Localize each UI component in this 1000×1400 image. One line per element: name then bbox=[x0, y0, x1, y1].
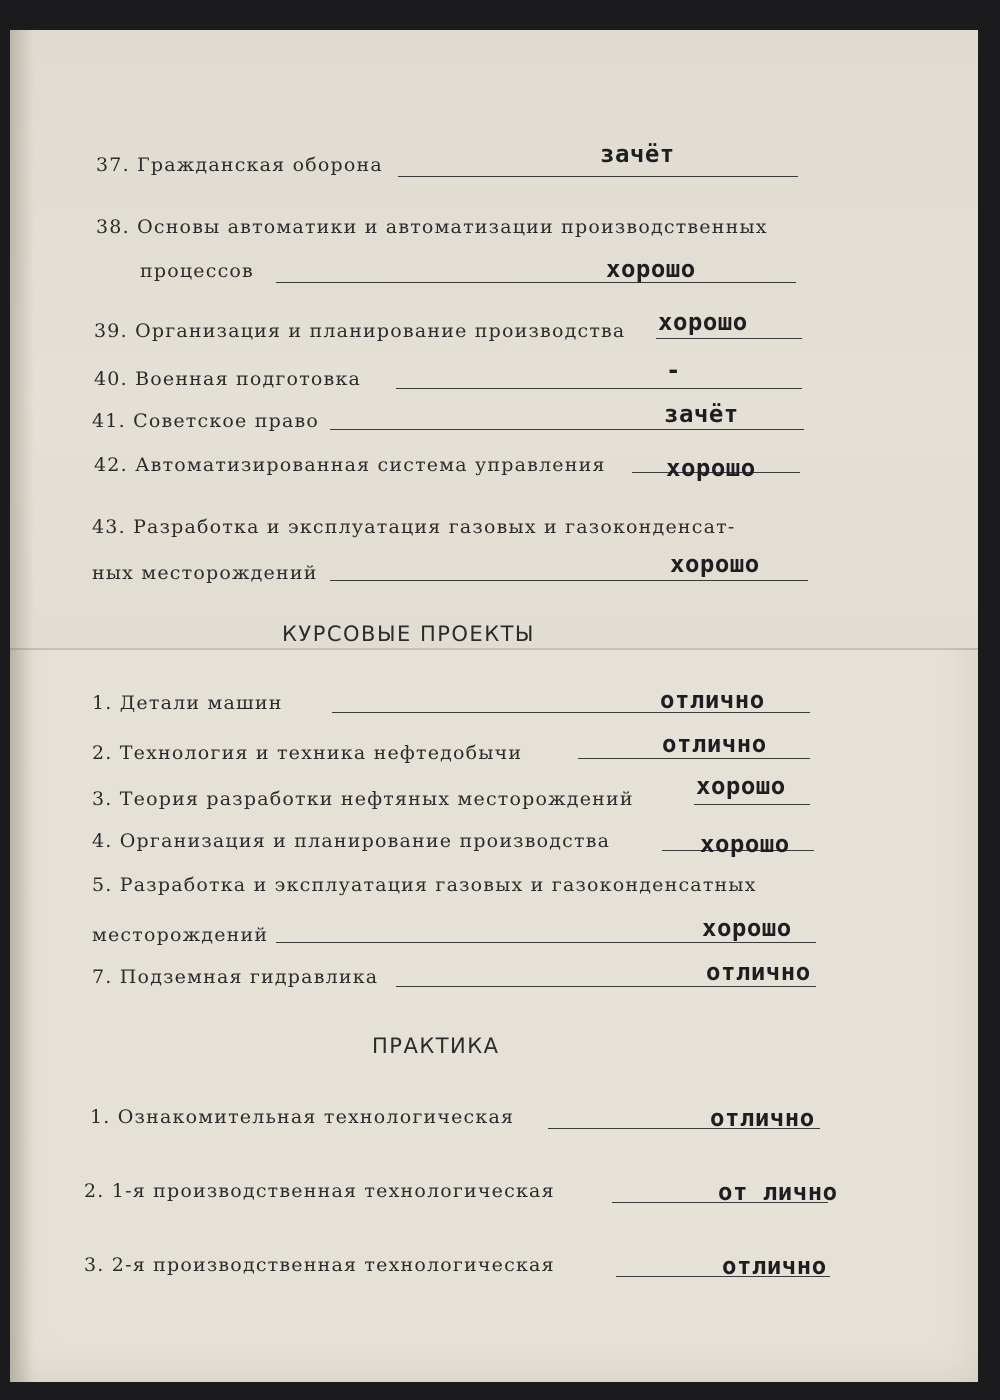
grade-value: отлично bbox=[722, 1252, 827, 1280]
grade-line bbox=[330, 429, 804, 430]
grade-value: - bbox=[666, 356, 681, 384]
practice-label: 3. 2-я производственная технологическая bbox=[84, 1254, 555, 1276]
grade-value: хорошо bbox=[606, 255, 696, 283]
course-project-label: 3. Теория разработки нефтяных месторождений bbox=[92, 788, 634, 810]
grade-value: отлично bbox=[660, 686, 765, 714]
course-project-label: 2. Технология и техника нефтедобычи bbox=[92, 742, 523, 764]
course-project-label: 4. Организация и планирование производства bbox=[92, 830, 611, 852]
grade-line bbox=[398, 176, 798, 177]
sheet-edge-shadow bbox=[10, 30, 34, 1382]
course-project-label: 7. Подземная гидравлика bbox=[92, 966, 379, 988]
exam-label-continued: ных месторождений bbox=[92, 562, 318, 584]
grade-value: хорошо bbox=[658, 308, 748, 336]
section-heading-practice: ПРАКТИКА bbox=[372, 1034, 500, 1058]
exam-label: 41. Советское право bbox=[92, 410, 320, 432]
grade-value: от лично bbox=[718, 1178, 838, 1206]
exam-label: 39. Организация и планирование производства bbox=[94, 320, 626, 342]
grade-line bbox=[694, 804, 810, 805]
exam-label: 37. Гражданская оборона bbox=[96, 154, 383, 176]
grade-value: хорошо bbox=[696, 772, 786, 800]
grade-value: отлично bbox=[710, 1104, 815, 1132]
exam-label: 43. Разработка и эксплуатация газовых и газоконденсат- bbox=[92, 516, 736, 538]
practice-label: 2. 1-я производственная технологическая bbox=[84, 1180, 555, 1202]
grade-line bbox=[656, 338, 802, 339]
grade-value: зачёт bbox=[664, 400, 739, 428]
grade-value: зачёт bbox=[600, 140, 675, 168]
grade-value: хорошо bbox=[670, 550, 760, 578]
grade-value: хорошо bbox=[702, 914, 792, 942]
section-heading-course-projects: КУРСОВЫЕ ПРОЕКТЫ bbox=[282, 622, 535, 646]
grade-line bbox=[276, 942, 816, 943]
grade-line bbox=[578, 758, 810, 759]
grade-line bbox=[330, 580, 808, 581]
practice-label: 1. Ознакомительная технологическая bbox=[90, 1106, 515, 1128]
grade-value: отлично bbox=[706, 958, 811, 986]
exam-label-continued: процессов bbox=[140, 260, 254, 282]
grade-line bbox=[396, 986, 816, 987]
grade-value: хорошо bbox=[700, 830, 790, 858]
exam-label: 42. Автоматизированная система управления bbox=[94, 454, 606, 476]
grade-value: отлично bbox=[662, 730, 767, 758]
course-project-label: 1. Детали машин bbox=[92, 692, 283, 714]
grade-value: хорошо bbox=[666, 454, 756, 482]
exam-label: 38. Основы автоматики и автоматизации производственных bbox=[96, 216, 768, 238]
grade-line bbox=[396, 388, 802, 389]
fold-crease bbox=[10, 648, 978, 650]
course-project-label-continued: месторождений bbox=[92, 924, 269, 946]
exam-label: 40. Военная подготовка bbox=[94, 368, 362, 390]
course-project-label: 5. Разработка и эксплуатация газовых и газоконденсатных bbox=[92, 874, 757, 896]
grade-line bbox=[276, 282, 796, 283]
